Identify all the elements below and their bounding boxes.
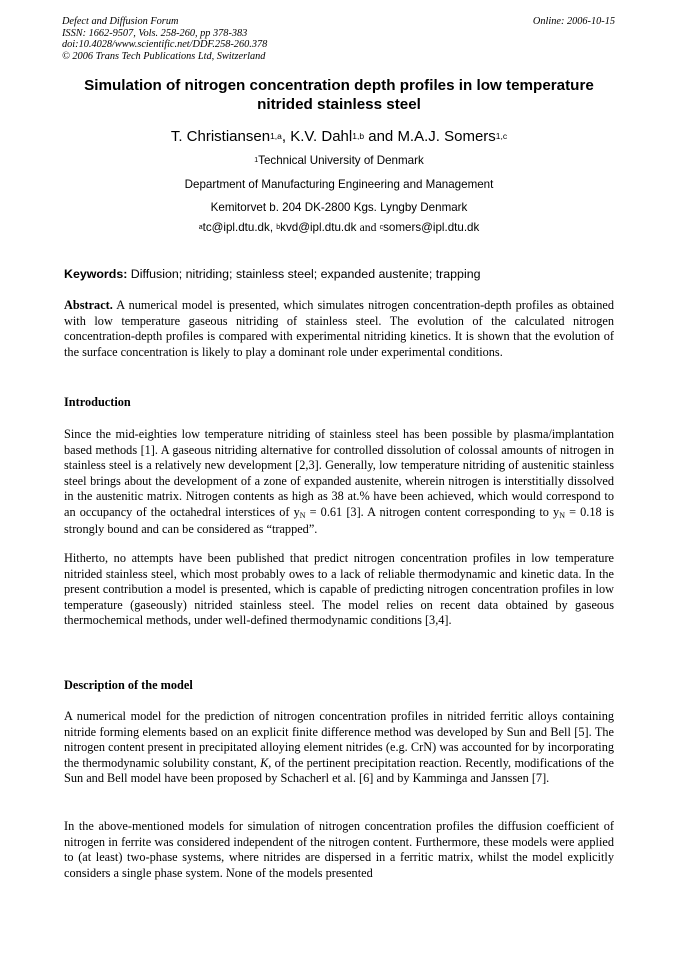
journal-doi: doi:10.4028/www.scientific.net/DDF.258-260.378: [62, 39, 268, 51]
introduction-paragraph-1: [64, 427, 614, 537]
email-address: tc@ipl.dtu.dk: [202, 221, 270, 234]
paragraph-text: = 0.61 [3]. A nitrogen content corresponding to y: [305, 504, 560, 519]
model-heading: Description of the model: [64, 678, 193, 692]
affiliation-department: Department of Manufacturing Engineering and Management: [184, 178, 494, 191]
online-date: Online: 2006-10-15: [532, 16, 615, 27]
author-affiliation-mark: 1,c: [495, 131, 508, 141]
affiliation-mark: 1: [254, 157, 259, 164]
email-and: and: [359, 221, 377, 234]
email-address: kvd@ipl.dtu.dk: [280, 221, 357, 234]
paragraph-text: = 0.18 is strongly bound and can be considered as “trapped”.: [64, 504, 614, 536]
paragraph-text: A numerical model for the prediction of nitrogen concentration profiles in nitrided ferritic alloys containing nitride forming elements based on an explicit finite difference method was developed by Sun and Bell [5]. The nitrogen content present in precipitated alloying element nitrides (e.g. CrN) was accounted for by incorporating the thermodynamic solubility constant,: [64, 709, 614, 770]
subscript: N: [299, 510, 306, 520]
journal-copyright: © 2006 Trans Tech Publications Ltd, Switzerland: [62, 50, 266, 62]
symbol-k: K: [260, 755, 269, 770]
email-mark: a: [198, 224, 203, 231]
journal-issn: ISSN: 1662-9507, Vols. 258-260, pp 378-383: [62, 27, 248, 39]
journal-name: Defect and Diffusion Forum: [62, 16, 179, 27]
paper-title: [40, 76, 638, 114]
model-paragraph-1: [64, 709, 614, 787]
abstract: [64, 298, 614, 360]
abstract-text: A numerical model is presented, which simulates nitrogen concentration-depth profiles as obtained with low temperature gaseous nitriding of stainless steel. The evolution of the calculated nitrogen concentration-depth profiles is compared with experimental nitriding kinetics. It is shown that the evolution of the surface concentration is likely to play a dominant role under experimental conditions.: [64, 298, 614, 359]
title-line-1: Simulation of nitrogen concentration depth profiles in low temperature: [84, 77, 594, 94]
title-line-2: nitrided stainless steel: [257, 96, 421, 113]
email-mark: b: [276, 224, 281, 231]
keywords: [64, 266, 480, 282]
author-separator: ,: [281, 128, 291, 145]
author-emails: $^a$tc@ipl.dtu.dk, $^b$kvd@ipl.dtu.dk and $^c$somers@ipl.dtu.dk: [198, 221, 480, 234]
email-address: somers@ipl.dtu.dk: [383, 221, 480, 234]
keywords-label: Keywords:: [64, 267, 128, 281]
journal-header: [62, 16, 267, 62]
affiliation-address: Kemitorvet b. 204 DK-2800 Kgs. Lyngby Denmark: [210, 201, 468, 214]
keywords-text: Diffusion; nitriding; stainless steel; expanded austenite; trapping: [127, 267, 481, 281]
abstract-label: Abstract.: [64, 298, 113, 312]
author-affiliation-mark: 1,b: [352, 131, 365, 141]
author-name: K.V. Dahl: [290, 128, 353, 145]
paragraph-text: Since the mid-eighties low temperature nitriding of stainless steel has been possible by plasma/implantation based methods [1]. A gaseous nitriding alternative for controlled dissolution of colossal amounts of nitrogen in stainless steel is a relatively new development [2,3]. Generally, low temperature nitriding of austenitic stainless steel brings about the development of a zone of expanded austenite, wherein nitrogen is interstitially dissolved in the austenitic matrix. Nitrogen contents as high as 38 at.% have been achieved, which would correspond to an occupancy of the octahedral interstices of y: [64, 427, 614, 519]
model-paragraph-2: In the above-mentioned models for simulation of nitrogen concentration profiles the diffusion coefficient of nitrogen in ferrite was considered independent of the nitrogen content. Furthermore, these models were applied to (at least) two-phase systems, where nitrides are dispersed in a ferritic matrix, whilst the model explicitly considers a single phase system. None of the models presented: [64, 819, 614, 880]
affiliation-institution: [0, 154, 678, 168]
author-affiliation-mark: 1,a: [270, 131, 282, 141]
author-list: [0, 127, 678, 147]
paragraph-text: , of the pertinent precipitation reaction. Recently, modifications of the Sun and Bell model have been proposed by Schacherl et al. [6] and by Kamminga and Janssen [7].: [64, 755, 615, 786]
author-separator: and: [364, 128, 398, 145]
institution-name: Technical University of Denmark: [258, 154, 424, 167]
author-name: M.A.J. Somers: [397, 128, 496, 145]
author-name: T. Christiansen: [170, 128, 271, 145]
subscript: N: [559, 510, 565, 520]
email-mark: c: [379, 224, 384, 231]
introduction-paragraph-2: Hitherto, no attempts have been published that predict nitrogen concentration profiles in low temperature nitrided stainless steel, which most probably owes to a lack of reliable thermodynamic and kinetic data. In the present contribution a model is presented, which is capable of predicting nitrogen concentration profiles in low temperature (gaseously) nitrided stainless steel. The model relies on recent data obtained by gaseous thermochemical methods, under well-defined thermodynamic conditions [3,4].: [64, 551, 614, 628]
introduction-heading: Introduction: [64, 395, 131, 409]
